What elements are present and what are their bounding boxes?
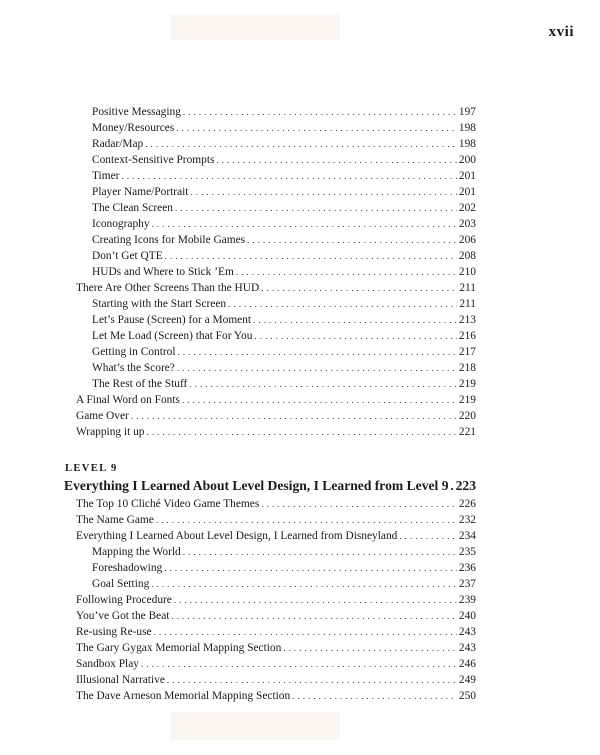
page-number: xvii [548, 24, 574, 40]
dot-leader [228, 296, 457, 312]
toc-entry-page: 202 [458, 202, 476, 214]
toc-entry-title: The Rest of the Stuff [92, 378, 188, 390]
toc-entry[interactable] [76, 608, 476, 624]
toc-entry[interactable] [76, 200, 476, 216]
section-gap [76, 440, 476, 462]
toc-entry-page: 198 [458, 138, 476, 150]
dot-leader [261, 280, 457, 296]
toc-list-after [76, 496, 476, 704]
toc-entry[interactable] [76, 576, 476, 592]
dot-leader [167, 672, 457, 688]
toc-entry-title: The Clean Screen [92, 202, 173, 214]
toc-entry-page: 221 [458, 426, 476, 438]
toc-entry[interactable] [76, 376, 476, 392]
toc-entry-title: A Final Word on Fonts [76, 394, 180, 406]
toc-entry[interactable] [76, 392, 476, 408]
toc-entry-title: Player Name/Portrait [92, 186, 189, 198]
toc-entry-page: 220 [458, 410, 476, 422]
dot-leader [121, 168, 456, 184]
toc-entry-page: 240 [458, 610, 476, 622]
toc-entry-page: 211 [459, 282, 476, 294]
toc-entry[interactable] [76, 408, 476, 424]
dot-leader [292, 688, 457, 704]
dot-leader [165, 248, 457, 264]
toc-entry-page: 197 [458, 106, 476, 118]
toc-entry-title: Foreshadowing [92, 562, 163, 574]
toc-entry-title: Iconography [92, 218, 150, 230]
toc-entry-page: 246 [458, 658, 476, 670]
toc-entry-page: 235 [458, 546, 476, 558]
toc-entry-page: 250 [458, 690, 476, 702]
toc-entry-page: 236 [458, 562, 476, 574]
toc-entry[interactable] [76, 168, 476, 184]
toc-entry[interactable] [76, 656, 476, 672]
dot-leader [177, 360, 457, 376]
chapter-title: Everything I Learned About Level Design, I Learned from Level 9 [64, 478, 449, 493]
dot-leader [154, 624, 457, 640]
toc-entry[interactable] [76, 640, 476, 656]
toc-entry[interactable] [76, 152, 476, 168]
toc-entry[interactable] [76, 280, 476, 296]
toc-entry[interactable] [76, 424, 476, 440]
dot-leader [131, 408, 457, 424]
toc-entry-title: Wrapping it up [76, 426, 145, 438]
toc-entry-page: 226 [458, 498, 476, 510]
toc-entry-title: Timer [92, 170, 120, 182]
toc-entry[interactable] [76, 344, 476, 360]
toc-entry-page: 218 [458, 362, 476, 374]
dot-leader [182, 392, 457, 408]
toc-entry[interactable] [76, 560, 476, 576]
toc-entry[interactable] [76, 360, 476, 376]
toc-list-before [76, 104, 476, 440]
toc-entry-page: 239 [458, 594, 476, 606]
toc-entry[interactable] [76, 184, 476, 200]
toc-entry[interactable] [76, 544, 476, 560]
toc-entry-page: 210 [458, 266, 476, 278]
toc-entry[interactable] [76, 296, 476, 312]
toc-entry-page: 203 [458, 218, 476, 230]
level-label: LEVEL 9 [65, 463, 118, 474]
toc-entry-title: The Dave Arneson Memorial Mapping Section [76, 690, 291, 702]
toc-entry-title: There Are Other Screens Than the HUD [76, 282, 260, 294]
dot-leader [254, 328, 457, 344]
toc-entry-title: What’s the Score? [92, 362, 175, 374]
toc-entry-page: 213 [458, 314, 476, 326]
toc-entry-title: Don’t Get QTE [92, 250, 163, 262]
toc-entry-page: 217 [458, 346, 476, 358]
toc-entry-page: 249 [458, 674, 476, 686]
toc-entry-title: Let Me Load (Screen) that For You [92, 330, 253, 342]
dot-leader [236, 264, 457, 280]
dot-leader [145, 136, 457, 152]
dot-leader [183, 104, 457, 120]
toc-entry-title: Sandbox Play [76, 658, 139, 670]
toc-entry-page: 234 [458, 530, 476, 542]
toc-entry[interactable] [76, 232, 476, 248]
dot-leader [190, 184, 456, 200]
toc-entry-title: Mapping the World [92, 546, 181, 558]
toc-entry-page: 219 [458, 394, 476, 406]
toc-entry-page: 206 [458, 234, 476, 246]
toc-entry-title: The Name Game [76, 514, 154, 526]
dot-leader [183, 544, 457, 560]
dot-leader [399, 528, 457, 544]
toc-entry-page: 208 [458, 250, 476, 262]
toc-entry-title: Money/Resources [92, 122, 175, 134]
dot-leader [175, 200, 457, 216]
toc-entry[interactable] [76, 328, 476, 344]
dot-leader [151, 576, 457, 592]
toc-entry-page: 201 [458, 186, 476, 198]
toc-entry-title: Following Procedure [76, 594, 172, 606]
dot-leader [171, 608, 456, 624]
table-of-contents [64, 104, 476, 704]
dot-leader [178, 344, 457, 360]
toc-entry[interactable] [76, 592, 476, 608]
dot-leader [152, 216, 457, 232]
toc-entry[interactable] [76, 496, 476, 512]
dot-leader [176, 120, 457, 136]
toc-entry[interactable] [76, 264, 476, 280]
toc-entry[interactable] [76, 688, 476, 704]
toc-entry-page: 201 [458, 170, 476, 182]
toc-entry[interactable] [76, 312, 476, 328]
toc-entry[interactable] [76, 120, 476, 136]
toc-entry-title: Radar/Map [92, 138, 144, 150]
toc-entry[interactable] [76, 216, 476, 232]
toc-entry[interactable] [76, 528, 476, 544]
dot-leader [141, 656, 457, 672]
dot-leader [189, 376, 457, 392]
toc-entry-title: Illusional Narrative [76, 674, 165, 686]
toc-entry[interactable] [76, 248, 476, 264]
toc-entry-page: 200 [458, 154, 476, 166]
toc-entry-title: You’ve Got the Beat [76, 610, 170, 622]
toc-entry-page: 243 [458, 626, 476, 638]
toc-entry-title: Game Over [76, 410, 129, 422]
toc-entry-page: 198 [458, 122, 476, 134]
toc-entry-title: Context-Sensitive Prompts [92, 154, 215, 166]
chapter-page: 223 [455, 478, 476, 493]
toc-entry[interactable] [76, 136, 476, 152]
toc-entry-title: Creating Icons for Mobile Games [92, 234, 246, 246]
toc-entry-title: Positive Messaging [92, 106, 181, 118]
toc-entry[interactable] [76, 104, 476, 120]
dot-leader [451, 476, 454, 496]
toc-entry-page: 216 [458, 330, 476, 342]
toc-entry-title: The Top 10 Cliché Video Game Themes [76, 498, 260, 510]
toc-entry-page: 243 [458, 642, 476, 654]
toc-entry-page: 232 [458, 514, 476, 526]
dot-leader [147, 424, 457, 440]
toc-entry-title: Everything I Learned About Level Design, I Learned from Disneyland [76, 530, 398, 542]
toc-entry-title: Getting in Control [92, 346, 176, 358]
toc-entry[interactable] [76, 512, 476, 528]
toc-entry-title: Goal Setting [92, 578, 150, 590]
faded-bleed-bottom [170, 712, 340, 740]
faded-bleed-top [170, 14, 340, 40]
dot-leader [156, 512, 457, 528]
dot-leader [247, 232, 457, 248]
toc-entry-title: Starting with the Start Screen [92, 298, 227, 310]
dot-leader [174, 592, 457, 608]
dot-leader [261, 496, 457, 512]
toc-entry[interactable] [76, 624, 476, 640]
toc-entry-page: 237 [458, 578, 476, 590]
toc-entry-title: Let’s Pause (Screen) for a Moment [92, 314, 252, 326]
toc-entry-title: The Gary Gygax Memorial Mapping Section [76, 642, 282, 654]
toc-entry[interactable] [76, 672, 476, 688]
toc-entry-page: 211 [459, 298, 476, 310]
toc-entry-page: 219 [458, 378, 476, 390]
dot-leader [253, 312, 457, 328]
chapter-title-row[interactable] [64, 476, 476, 496]
toc-entry-title: HUDs and Where to Stick ’Em [92, 266, 234, 278]
dot-leader [216, 152, 456, 168]
dot-leader [164, 560, 457, 576]
toc-entry-title: Re-using Re-use [76, 626, 152, 638]
dot-leader [283, 640, 457, 656]
